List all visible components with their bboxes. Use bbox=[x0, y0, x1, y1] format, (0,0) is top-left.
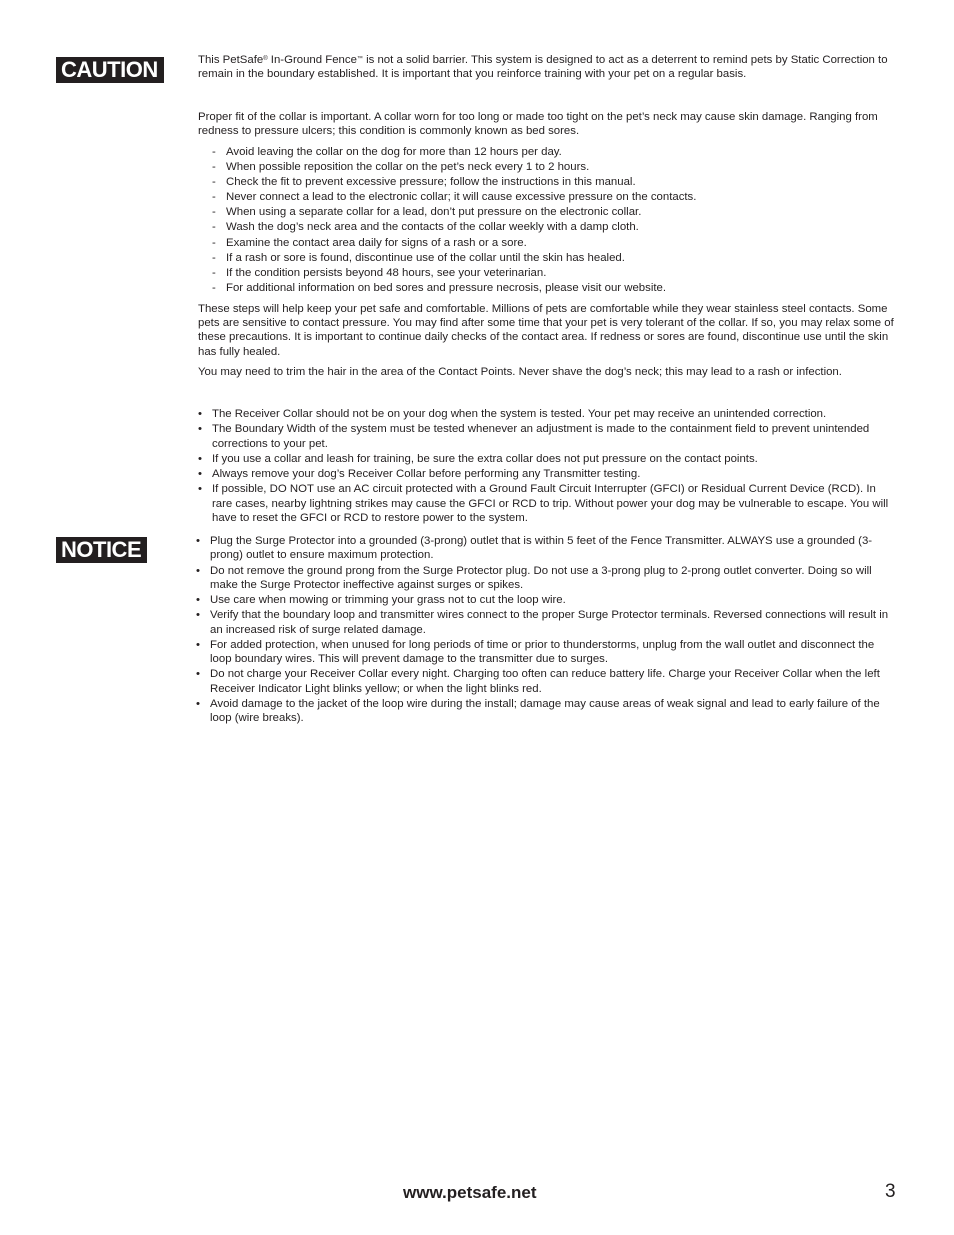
trademark-mark: ™ bbox=[356, 56, 363, 62]
intro-text-part-2: In-Ground Fence bbox=[267, 54, 357, 66]
list-item: - Never connect a lead to the electronic collar; it will cause excessive pressure on the contacts. bbox=[198, 190, 898, 204]
intro-text-part-3: is not a solid barrier. This system is designed to act as a deterrent to remind pets by Static Correction to remain in the boundary established. It is important that you reinforce training with your pet on a regular basis. bbox=[198, 54, 888, 81]
list-item: • Do not remove the ground prong from the Surge Protector plug. Do not use a 3-prong plug to 2-prong outlet converter. Doing so will make the Surge Protector ineffective against surges or spikes. bbox=[196, 564, 898, 592]
list-item: • Use care when mowing or trimming your grass not to cut the loop wire. bbox=[196, 593, 898, 607]
list-item: - Avoid leaving the collar on the dog for more than 12 hours per day. bbox=[198, 145, 898, 159]
list-item: - When possible reposition the collar on the pet’s neck every 1 to 2 hours. bbox=[198, 160, 898, 174]
list-item: • If you use a collar and leash for training, be sure the extra collar does not put pressure on the contact points. bbox=[198, 452, 898, 466]
list-item: - Wash the dog’s neck area and the contacts of the collar weekly with a damp cloth. bbox=[198, 220, 898, 234]
caution-label: CAUTION bbox=[56, 57, 164, 83]
list-item: - Check the fit to prevent excessive pressure; follow the instructions in this manual. bbox=[198, 175, 898, 189]
collar-fit-paragraph: Proper fit of the collar is important. A collar worn for too long or made too tight on the pet’s neck may cause skin damage. Ranging from redness to pressure ulcers; this condition is commonly known as bed sores. bbox=[198, 111, 878, 138]
notice-list bbox=[196, 534, 898, 726]
list-item: • Avoid damage to the jacket of the loop wire during the install; damage may cause areas of weak signal and lead to early failure of the loop (wire breaks). bbox=[196, 697, 898, 725]
caution-intro-paragraph bbox=[198, 53, 898, 81]
collar-fit-list bbox=[198, 145, 898, 296]
list-item: • Verify that the boundary loop and transmitter wires connect to the proper Surge Protector terminals. Reversed connections will result in an increased risk of surge related damage. bbox=[196, 608, 898, 636]
footer-website-url: www.petsafe.net bbox=[403, 1183, 537, 1202]
registered-mark: ® bbox=[263, 56, 268, 62]
hair-trim-paragraph: You may need to trim the hair in the area of the Contact Points. Never shave the dog’s neck; this may lead to a rash or infection. bbox=[198, 366, 842, 378]
list-item: • Plug the Surge Protector into a grounded (3-prong) outlet that is within 5 feet of the Fence Transmitter. ALWAYS use a grounded (3-prong) outlet to ensure maximum protection. bbox=[196, 534, 898, 562]
list-item: - If a rash or sore is found, discontinue use of the collar until the skin has healed. bbox=[198, 251, 898, 265]
list-item: • The Boundary Width of the system must be tested whenever an adjustment is made to the containment field to prevent unintended corrections to your pet. bbox=[198, 422, 898, 450]
list-item: - If the condition persists beyond 48 hours, see your veterinarian. bbox=[198, 266, 898, 280]
list-item: • Do not charge your Receiver Collar every night. Charging too often can reduce battery life. Charge your Receiver Collar when the left Receiver Indicator Light blinks yellow; or when the light blinks red. bbox=[196, 667, 898, 695]
testing-tips-list bbox=[198, 407, 898, 526]
safety-steps-paragraph: These steps will help keep your pet safe and comfortable. Millions of pets are comfortable while they wear stainless steel contacts. Some pets are sensitive to contact pressure. You may find after some time that your pet is very tolerant of the collar. If so, you may relax some of these precautions. It is important to continue daily checks of the contact area. If redness or sores are found, discontinue use until the skin has fully healed. bbox=[198, 303, 894, 358]
notice-label: NOTICE bbox=[56, 537, 147, 563]
list-item: - Examine the contact area daily for signs of a rash or a sore. bbox=[198, 236, 898, 250]
list-item: - When using a separate collar for a lead, don’t put pressure on the electronic collar. bbox=[198, 205, 898, 219]
list-item: - For additional information on bed sores and pressure necrosis, please visit our website. bbox=[198, 281, 898, 295]
list-item: • If possible, DO NOT use an AC circuit protected with a Ground Fault Circuit Interrupter (GFCI) or Residual Current Device (RCD). In rare cases, nearby lightning strikes may cause the GFCI or RCD to trip. Without power your dog may be vulnerable to escape. You will have to reset the GFCI or RCD to restore power to the system. bbox=[198, 482, 898, 525]
page-number: 3 bbox=[885, 1181, 896, 1202]
intro-text-part-1: This PetSafe bbox=[198, 54, 264, 66]
list-item: • For added protection, when unused for long periods of time or prior to thunderstorms, unplug from the wall outlet and disconnect the loop boundary wires. This will prevent damage to the transmitter due to surges. bbox=[196, 638, 898, 666]
list-item: • Always remove your dog’s Receiver Collar before performing any Transmitter testing. bbox=[198, 467, 898, 481]
list-item: • The Receiver Collar should not be on your dog when the system is tested. Your pet may receive an unintended correction. bbox=[198, 407, 898, 421]
